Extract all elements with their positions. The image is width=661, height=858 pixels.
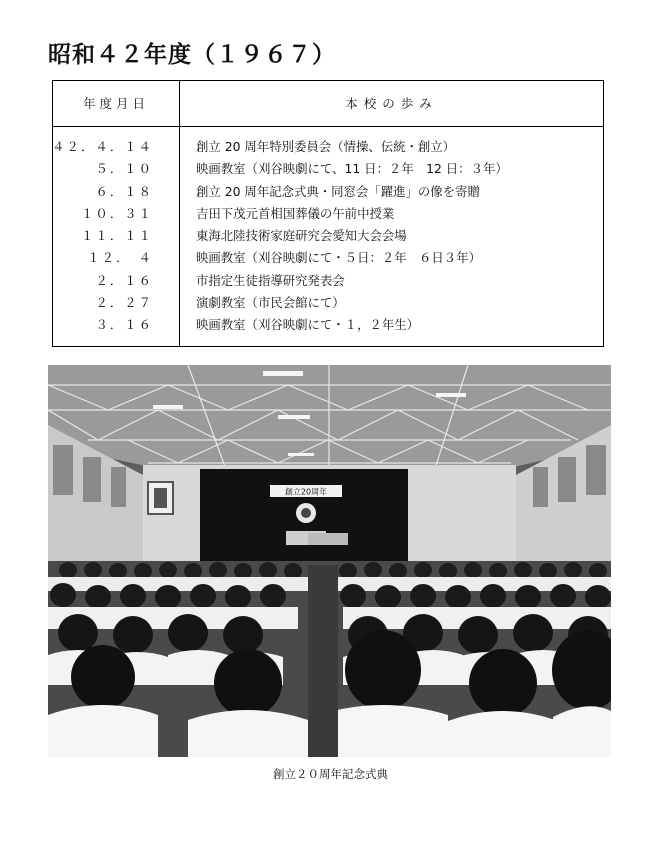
- audience: [48, 562, 611, 757]
- row-event: 創立 20 周年特別委員会（情操、伝統・創立）: [196, 139, 456, 154]
- history-table: [52, 80, 604, 347]
- table-row: [53, 201, 603, 223]
- table-row: [53, 156, 603, 178]
- row-date: ２．１６: [95, 272, 153, 288]
- ceremony-photo: [48, 365, 611, 757]
- row-date: ２．２７: [95, 295, 153, 311]
- row-date: ４２．４．１４: [52, 139, 153, 154]
- row-event: 東海北陸技術家庭研究会愛知大会会場: [196, 228, 407, 244]
- row-event: 演劇教室（市民会館にて）: [196, 295, 345, 311]
- row-event: 映画教室（刈谷映劇にて、11 日：２年 12 日：３年）: [196, 161, 508, 177]
- row-date: ３．１６: [95, 317, 153, 333]
- table-row: [53, 179, 603, 201]
- photo-caption: 創立２０周年記念式典: [273, 767, 388, 781]
- table-row: [53, 223, 603, 245]
- emblem-center: [301, 508, 311, 518]
- row-event: 吉田下茂元首相国葬儀の午前中授業: [196, 205, 395, 221]
- row-date: １２． ４: [87, 250, 153, 266]
- table-body: [53, 134, 603, 335]
- table-row: [53, 290, 603, 312]
- row-event: 映画教室（刈谷映劇にて・１，２年生）: [196, 317, 420, 333]
- table-header: [53, 81, 603, 127]
- row-event: 創立 20 周年記念式典・同窓会「躍進」の像を寄贈: [196, 183, 480, 199]
- row-date: １１．１１: [81, 228, 153, 244]
- table-row: [53, 268, 603, 290]
- row-date: ６．１８: [95, 183, 153, 199]
- table-row: [53, 245, 603, 267]
- row-event: 映画教室（刈谷映劇にて・５日：２年 ６日３年）: [196, 250, 481, 266]
- stage-table: [308, 533, 348, 545]
- page-title: 昭和４２年度（１９６７）: [48, 41, 336, 68]
- row-event: 市指定生徒指導研究発表会: [196, 272, 345, 288]
- table-row: [53, 134, 603, 156]
- stage-banner-text: 創立20周年: [284, 487, 328, 497]
- portrait: [154, 488, 167, 508]
- header-event: 本校の歩み: [345, 96, 438, 111]
- row-date: ５．１０: [95, 161, 153, 177]
- row-date: １０．３１: [81, 205, 153, 221]
- table-row: [53, 312, 603, 334]
- header-date: 年度月日: [82, 96, 149, 111]
